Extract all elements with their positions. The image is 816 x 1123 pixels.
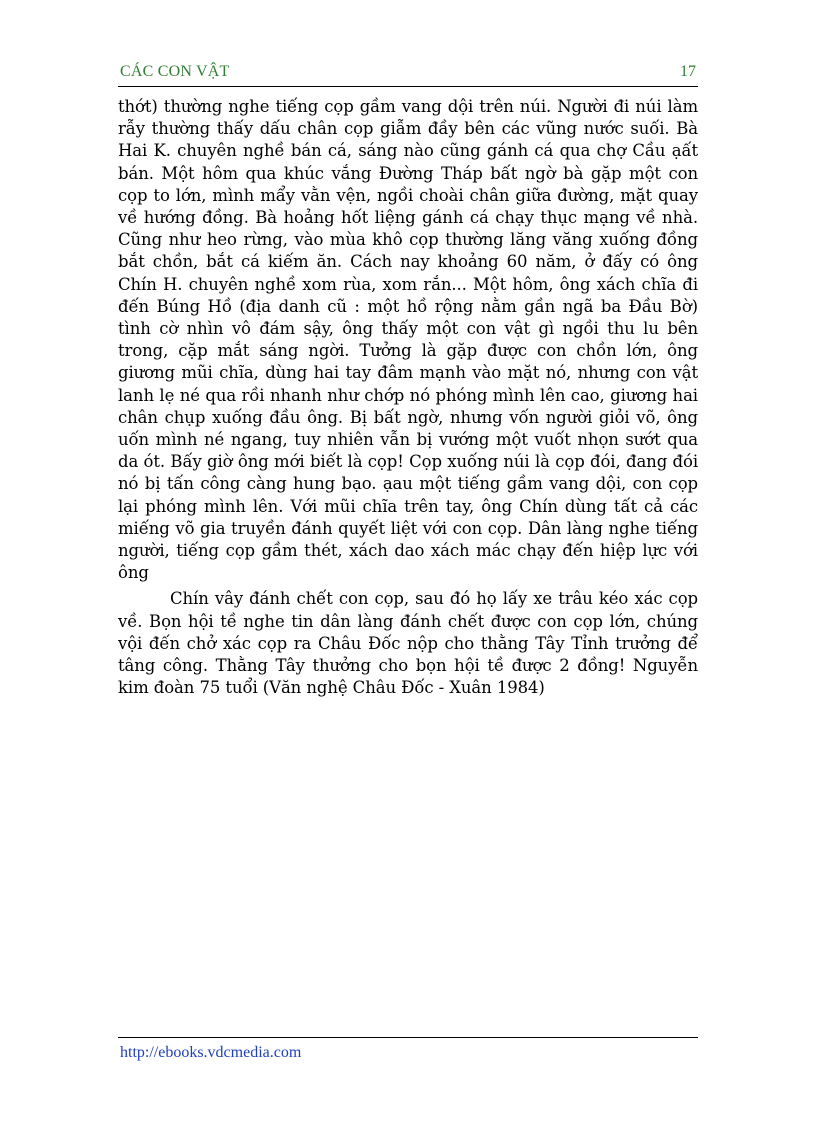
body-text [118,96,698,699]
paragraph: thớt) thường nghe tiếng cọp gầm vang dội trên núi. Người đi núi làm rẫy thường thấy dấu chân cọp giẫm đầy bên các vũng nước suối. Bà Hai K. chuyên nghề bán cá, sáng nào cũng gánh cá qua chợ Cầu ạất bán. Một hôm qua khúc vắng Đường Tháp bất ngờ bà gặp một con cọp to lớn, mình mẩy vằn vện, ngồi choài chân giữa đường, mặt quay về hướng đồng. Bà hoảng hốt liệng gánh cá chạy thục mạng về nhà. Cũng như heo rừng, vào mùa khô cọp thường lăng văng xuống đồng bắt chồn, bắt cá kiếm ăn. Cách nay khoảng 60 năm, ở đấy có ông Chín H. chuyên nghề xom rùa, xom rắn... Một hôm, ông xách chĩa đi đến Búng Hồ (địa danh cũ : một hồ rộng nằm gần ngã ba Đầu Bờ) tình cờ nhìn vô đám sậy, ông thấy một con vật gì ngồi thu lu bên trong, cặp mắt sáng ngời. Tưởng là gặp được con chồn lớn, ông giương mũi chĩa, dùng hai tay đâm mạnh vào mặt nó, nhưng con vật lanh lẹ né qua rồi nhanh như chớp nó phóng mình lên cao, giương hai chân chụp xuống đầu ông. Bị bất ngờ, nhưng vốn người giỏi võ, ông uốn mình né ngang, tuy nhiên vẫn bị vướng một vuốt nhọn sướt qua da ót. Bấy giờ ông mới biết là cọp! Cọp xuống núi là cọp đói, đang đói nó bị tấn công càng hung bạo. ạau một tiếng gầm vang dội, con cọp lại phóng mình lên. Với mũi chĩa trên tay, ông Chín dùng tất cả các miếng võ gia truyền đánh quyết liệt với con cọp. Dân làng nghe tiếng người, tiếng cọp gầm thét, xách dao xách mác chạy đến hiệp lực với ông [118,97,698,583]
chapter-title: CÁC CON VẬT [120,63,230,80]
paragraph: Chín vây đánh chết con cọp, sau đó họ lấy xe trâu kéo xác cọp về. Bọn hội tề nghe tin dân làng đánh chết được con cọp lớn, chúng vội đến chở xác cọp ra Châu Đốc nộp cho thằng Tây Tỉnh trưởng để tâng công. Thằng Tây thưởng cho bọn hội tề được 2 đồng! Nguyễn kim đoàn 75 tuổi (Văn nghệ Châu Đốc - Xuân 1984) [118,589,698,698]
page-footer [118,1037,698,1061]
footer-link[interactable]: http://ebooks.vdcmedia.com [120,1044,302,1061]
page-number: 17 [680,63,696,80]
page-header [118,60,698,87]
